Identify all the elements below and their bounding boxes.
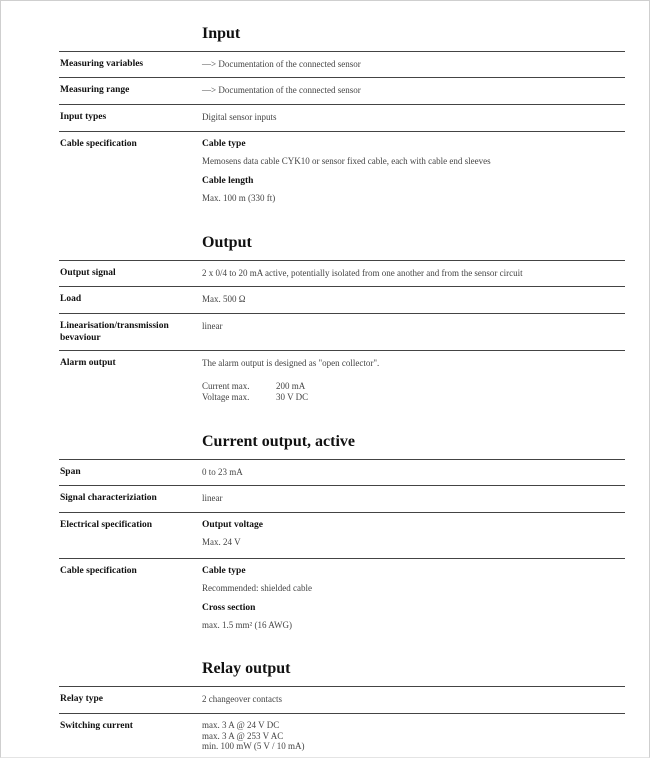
section-current-output [59, 431, 625, 648]
row-value [202, 519, 625, 556]
row-value: linear [202, 493, 223, 503]
row-value: —> Documentation of the connected sensor [202, 85, 361, 95]
row-value: 2 changeover contacts [202, 694, 282, 704]
row-label: Measuring range [60, 85, 130, 95]
value-text: max. 1.5 mm² (16 AWG) [202, 620, 292, 630]
row-value [202, 565, 625, 639]
row-label: Signal characteriziation [60, 493, 157, 503]
row-label: Alarm output [60, 358, 116, 368]
section-title: Output [202, 234, 252, 251]
row-label: Relay type [60, 694, 104, 704]
value-text: Max. 24 V [202, 537, 241, 547]
row-label: Input types [60, 112, 107, 122]
value-text: The alarm output is designed as "open collector". [202, 358, 380, 368]
section-title: Current output, active [202, 433, 356, 450]
spec-row [59, 459, 625, 485]
section-relay-output [59, 658, 625, 763]
row-value: linear [202, 321, 223, 331]
value-line: min. 100 mW (5 V / 10 mA) [202, 741, 305, 751]
spec-row [59, 713, 625, 763]
spec-row [59, 512, 625, 558]
spec-pair [202, 381, 625, 392]
spec-key: Current max. [202, 381, 250, 391]
value-text: Memosens data cable CYK10 or sensor fixed cable, each with cable end sleeves [202, 156, 491, 166]
row-value [202, 138, 625, 212]
section-output [59, 232, 625, 430]
spec-row [59, 485, 625, 512]
value-subheading: Cable type [202, 566, 246, 576]
spec-value: 30 V DC [276, 392, 309, 402]
spec-row [59, 77, 625, 104]
value-line: max. 3 A @ 253 V AC [202, 730, 284, 741]
row-value [202, 357, 625, 403]
row-label: Electrical specification [60, 520, 153, 530]
row-value: Max. 500 Ω [202, 294, 246, 304]
section-title: Input [202, 25, 241, 42]
row-value: 2 x 0/4 to 20 mA active, potentially isolated from one another and from the sensor circuit [202, 268, 523, 278]
row-label: Cable specification [60, 566, 137, 576]
row-label: Output signal [60, 268, 116, 278]
value-subheading: Cross section [202, 603, 256, 613]
value-line: max. 3 A @ 24 V DC [202, 720, 280, 730]
spec-row [59, 260, 625, 286]
row-label: Measuring variables [60, 59, 144, 69]
value-subheading: Cable type [202, 139, 246, 149]
spec-row [59, 313, 625, 350]
spec-row [59, 350, 625, 430]
spec-row [59, 104, 625, 131]
section-title: Relay output [202, 660, 291, 677]
section-input [59, 23, 625, 221]
spec-row [59, 131, 625, 221]
row-value: —> Documentation of the connected sensor [202, 59, 361, 69]
spec-key: Voltage max. [202, 392, 250, 402]
value-subheading: Output voltage [202, 520, 263, 530]
row-value: Digital sensor inputs [202, 112, 277, 122]
spec-pair [202, 392, 625, 403]
spec-row [59, 558, 625, 648]
spec-row [59, 686, 625, 713]
spec-row [59, 286, 625, 313]
value-subheading: Cable length [202, 176, 254, 186]
row-label: Load [60, 294, 82, 304]
spec-row [59, 51, 625, 77]
row-value: 0 to 23 mA [202, 467, 243, 477]
row-label: Linearisation/transmission bevaviour [60, 321, 169, 343]
row-value [202, 720, 625, 752]
spec-value: 200 mA [276, 381, 306, 391]
row-label: Cable specification [60, 139, 137, 149]
value-text: Max. 100 m (330 ft) [202, 193, 276, 203]
row-label: Span [60, 467, 81, 477]
row-label: Switching current [60, 721, 133, 731]
value-text: Recommended: shielded cable [202, 583, 312, 593]
